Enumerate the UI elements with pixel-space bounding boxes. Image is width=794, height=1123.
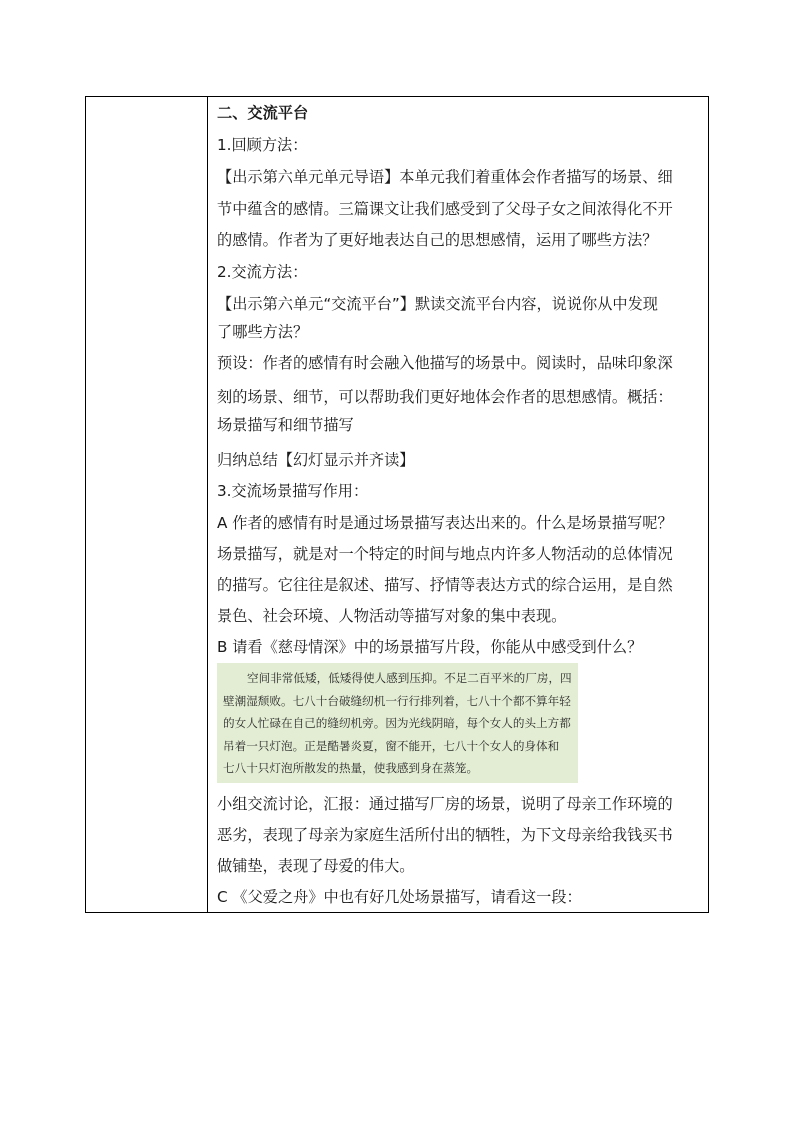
- lesson-table: [85, 96, 709, 913]
- text-line: 了哪些方法？: [217, 323, 309, 341]
- left-empty-cell: [86, 97, 208, 912]
- text-line: 2.交流方法：: [217, 263, 308, 281]
- text-line: 3.交流场景描写作用：: [217, 482, 369, 500]
- text-line: 做铺垫，表现了母爱的伟大。: [217, 857, 415, 875]
- text-line: 景色、社会环境、人物活动等描写对象的集中表现。: [217, 607, 567, 625]
- section-heading: 二、交流平台: [217, 104, 309, 122]
- text-line: 的感情。作者为了更好地表达自己的思想感情，运用了哪些方法？: [217, 231, 658, 249]
- text-line: 场景描写，就是对一个特定的时间与地点内许多人物活动的总体情况: [217, 545, 673, 563]
- text-line: 的描写。它往往是叙述、描写、抒情等表达方式的综合运用，是自然: [217, 576, 673, 594]
- excerpt-line: 吊着一只灯泡。正是酷暑炎夏，窗不能开，七八十个女人的身体和: [223, 738, 560, 753]
- text-line: 归纳总结【幻灯显示并齐读】: [217, 451, 415, 469]
- text-line: A 作者的感情有时是通过场景描写表达出来的。什么是场景描写呢？: [217, 514, 673, 532]
- text-line: B 请看《慈母情深》中的场景描写片段，你能从中感受到什么？: [217, 638, 643, 656]
- excerpt-line: 的女人忙碌在自己的缝纫机旁。因为光线阴暗，每个女人的头上方都: [223, 716, 571, 730]
- text-line: 【出示第六单元“交流平台”】默读交流平台内容，说说你从中发现: [217, 295, 658, 313]
- text-line: 恶劣，表现了母亲为家庭生活所付出的牺牲，为下文母亲给我钱买书: [217, 826, 673, 844]
- excerpt-line: 壁潮湿颓败。七八十台破缝纫机一行行排列着，七八十个都不算年轻: [223, 693, 571, 708]
- text-line: 场景描写和细节描写: [217, 416, 354, 434]
- text-line: 【出示第六单元单元导语】本单元我们着重体会作者描写的场景、细: [217, 168, 673, 186]
- content-cell: [214, 97, 706, 912]
- text-line: C 《父爱之舟》中也有好几处场景描写，请看这一段：: [217, 888, 582, 906]
- text-line: 小组交流讨论，汇报：通过描写厂房的场景，说明了母亲工作环境的: [217, 795, 673, 813]
- excerpt-line: 空间非常低矮，低矮得使人感到压抑。不足二百平米的厂房，四: [247, 671, 572, 685]
- text-line: 1.回顾方法：: [217, 136, 308, 154]
- text-line: 节中蕴含的感情。三篇课文让我们感受到了父母子女之间浓得化不开: [217, 200, 673, 218]
- text-line: 刻的场景、细节，可以帮助我们更好地体会作者的思想感情。概括：: [217, 388, 673, 406]
- text-line: 预设：作者的感情有时会融入他描写的场景中。阅读时，品味印象深: [217, 354, 673, 372]
- excerpt-box: [217, 663, 578, 783]
- excerpt-line: 七八十只灯泡所散发的热量，使我感到身在蒸笼。: [223, 761, 479, 775]
